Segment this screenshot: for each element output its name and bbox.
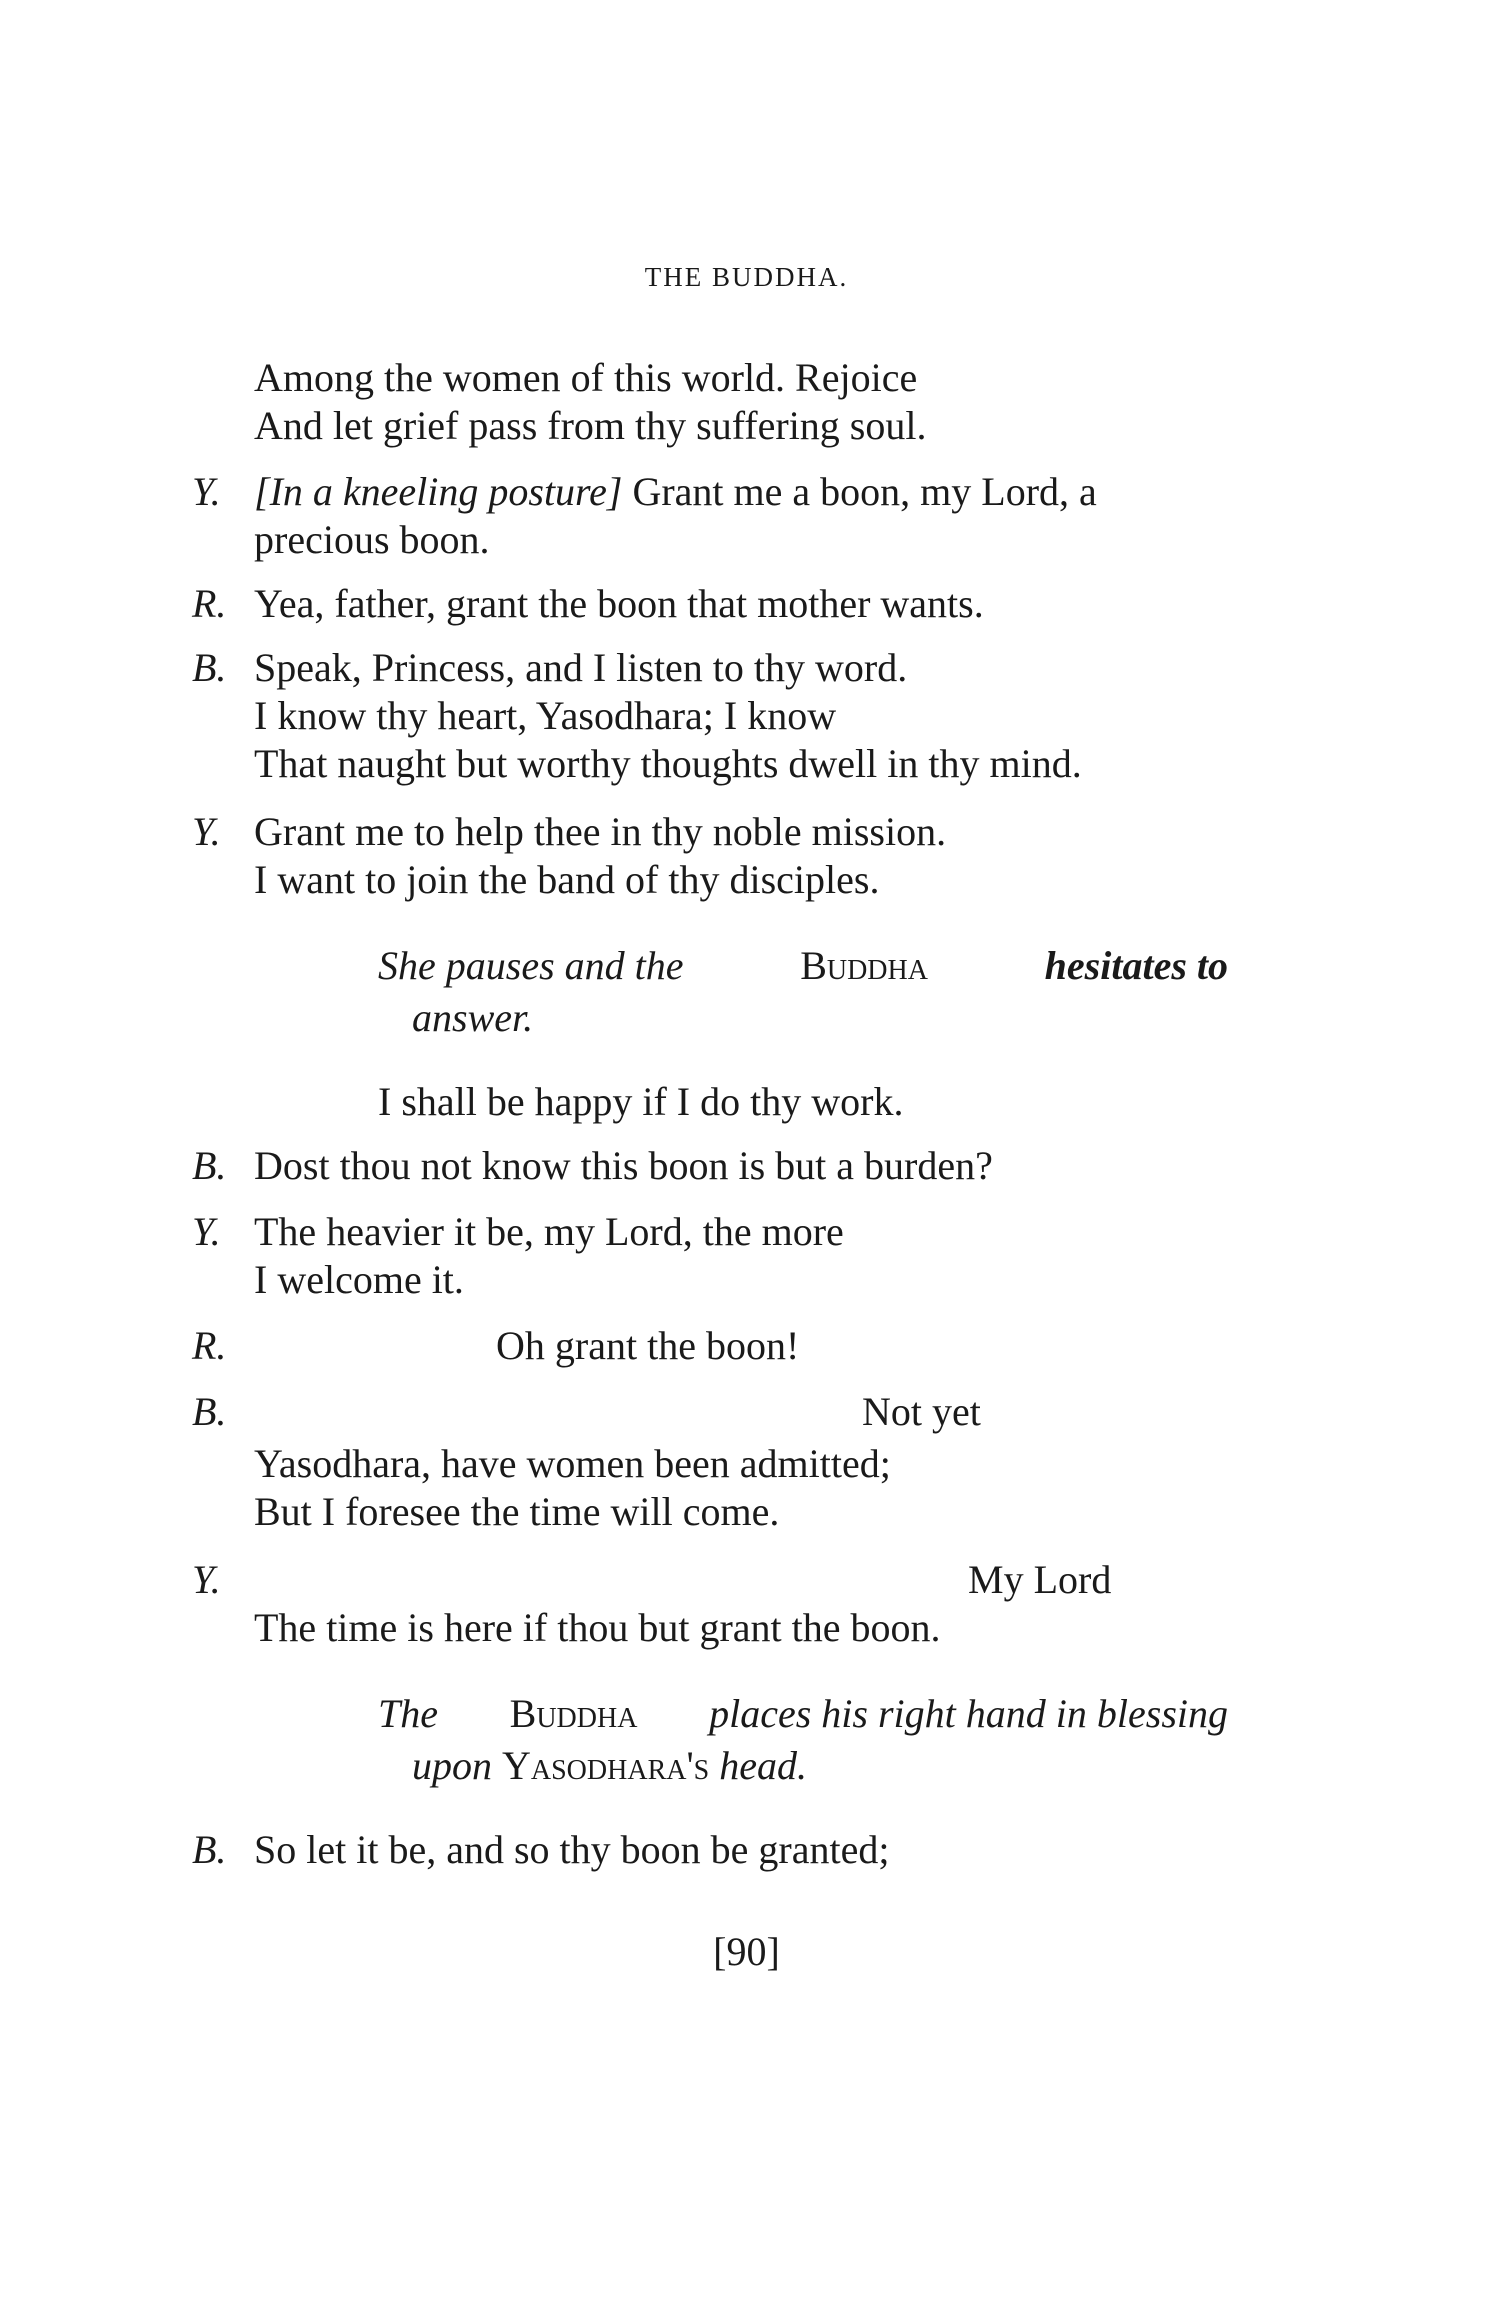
stage-text: She pauses and the: [378, 943, 684, 988]
verse-line: I welcome it.: [254, 1257, 464, 1302]
verse-line: Grant me to help thee in thy noble mission.: [254, 809, 947, 854]
verse-text: Grant me a boon, my Lord, a: [632, 469, 1097, 514]
verse-line: So let it be, and so thy boon be granted;: [254, 1827, 890, 1872]
speaker-label: Y.: [192, 1209, 221, 1254]
speaker-label: R.: [192, 1323, 227, 1368]
character-name: Buddha: [509, 1691, 638, 1736]
verse-line: The time is here if thou but grant the boon.: [254, 1605, 941, 1650]
verse-line: Among the women of this world. Rejoice: [254, 355, 918, 400]
verse-line: Yasodhara, have women been admitted;: [254, 1441, 891, 1486]
stage-direction-inline: [In a kneeling posture]: [254, 469, 623, 514]
stage-text: places his right hand in blessing: [709, 1691, 1228, 1736]
stage-direction: [378, 942, 1228, 990]
stage-direction: answer.: [412, 995, 534, 1040]
running-header: THE BUDDHA.: [644, 262, 849, 292]
verse-line: Yea, father, grant the boon that mother wants.: [254, 581, 984, 626]
speaker-label: B.: [192, 1143, 227, 1188]
verse-line: And let grief pass from thy suffering soul.: [254, 403, 927, 448]
verse-line: That naught but worthy thoughts dwell in thy mind.: [254, 741, 1082, 786]
speaker-label: Y.: [192, 809, 221, 854]
stage-text: The: [378, 1691, 438, 1736]
character-name: Yasodhara's: [502, 1743, 710, 1788]
verse-line: I know thy heart, Yasodhara; I know: [254, 693, 837, 738]
verse-line: Not yet: [862, 1389, 981, 1434]
stage-text: upon: [412, 1743, 492, 1788]
stage-text: head.: [719, 1743, 808, 1788]
speaker-label: Y.: [192, 469, 221, 514]
speaker-label: B.: [192, 1389, 227, 1434]
speaker-label: B.: [192, 1827, 227, 1872]
speaker-label: R.: [192, 581, 227, 626]
verse-line: Dost thou not know this boon is but a burden?: [254, 1143, 993, 1188]
page-number: [90]: [713, 1929, 780, 1974]
verse-line: Speak, Princess, and I listen to thy word.: [254, 645, 908, 690]
verse-line: precious boon.: [254, 517, 490, 562]
verse-line: Oh grant the boon!: [496, 1323, 800, 1368]
verse-line: [254, 468, 1097, 516]
speaker-label: B.: [192, 645, 227, 690]
verse-line: My Lord: [968, 1557, 1112, 1602]
verse-line: The heavier it be, my Lord, the more: [254, 1209, 844, 1254]
stage-text: hesitates to: [1044, 943, 1228, 988]
speaker-label: Y.: [192, 1557, 221, 1602]
verse-line: I shall be happy if I do thy work.: [378, 1079, 904, 1124]
stage-direction: [378, 1690, 1228, 1738]
verse-line: But I foresee the time will come.: [254, 1489, 780, 1534]
stage-direction: [412, 1742, 807, 1790]
character-name: Buddha: [800, 943, 928, 988]
verse-line: I want to join the band of thy disciples.: [254, 857, 880, 902]
